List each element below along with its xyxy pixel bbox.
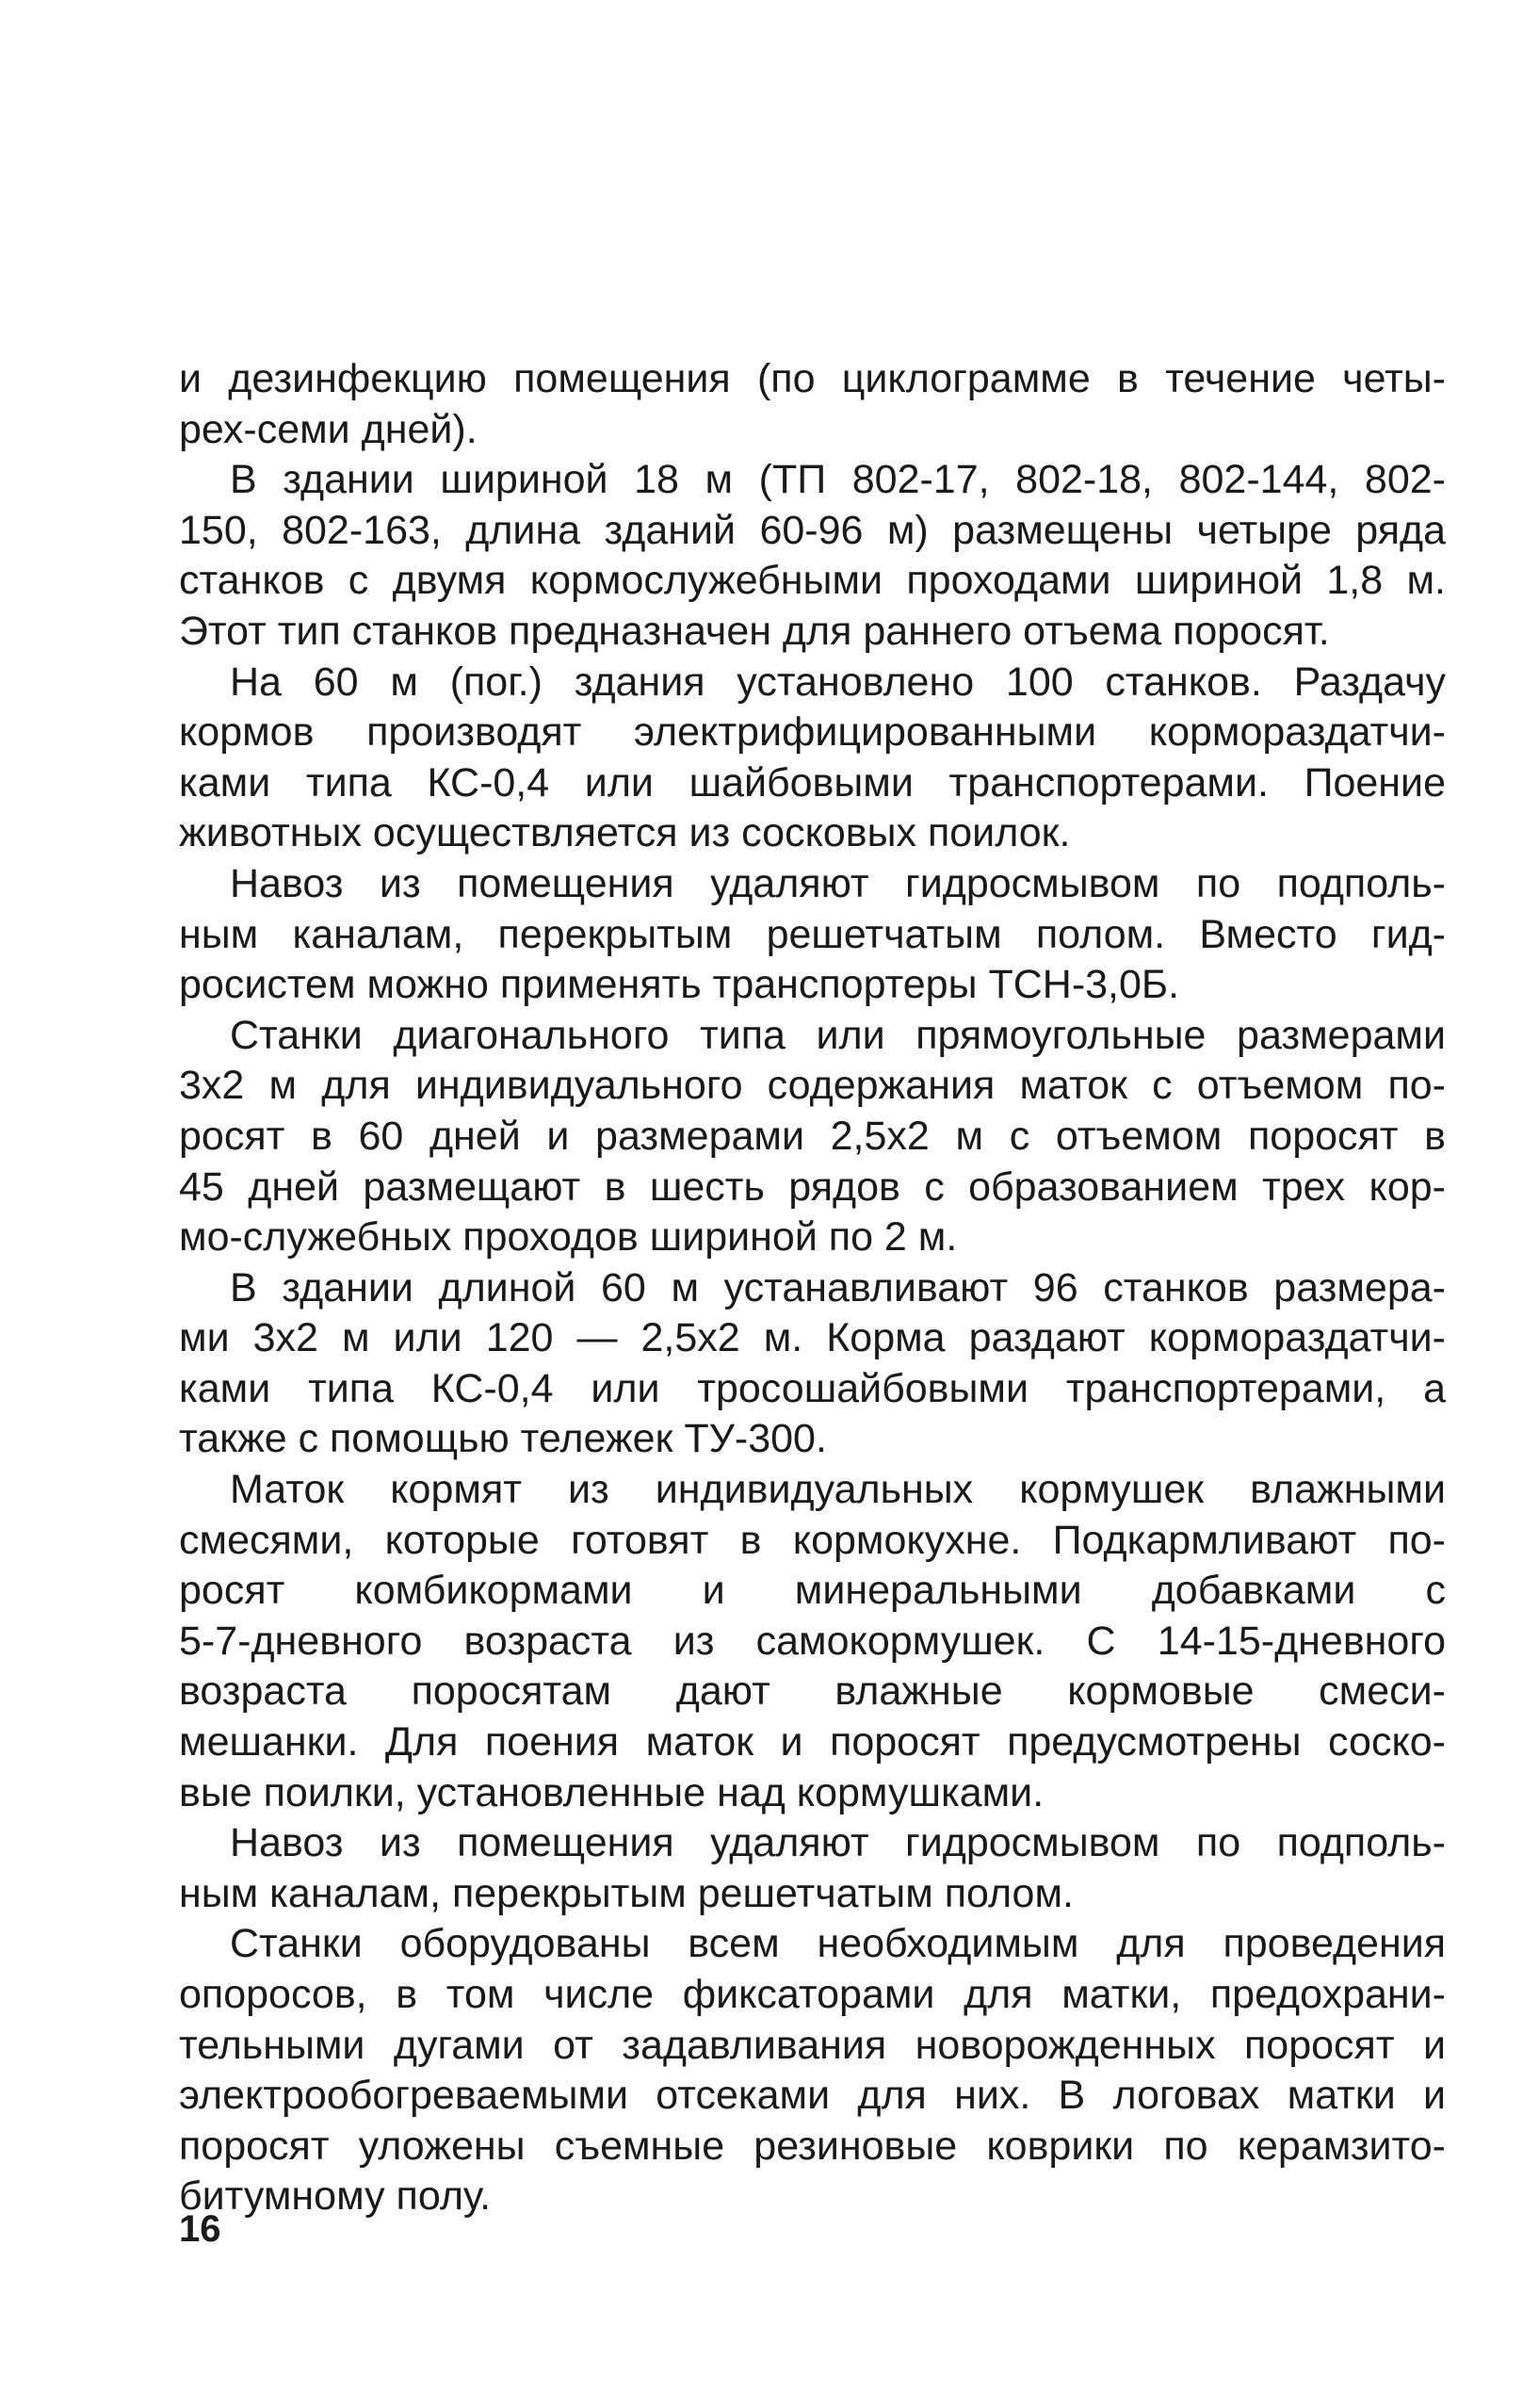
text-line: станков с двумя кормослужебными проходами шириной 1,8 м.	[179, 558, 1446, 604]
text-line: 45 дней размещают в шесть рядов с образованием трех кор-	[179, 1163, 1446, 1210]
text-line: ками типа КС-0,4 или шайбовыми транспортерами. Поение	[179, 759, 1446, 805]
text-line: 3х2 м для индивидуального содержания маток с отъемом по-	[179, 1063, 1446, 1109]
text-line: Станки диагонального типа или прямоугольные размерами	[230, 1012, 1446, 1058]
text-line: Навоз из помещения удаляют гидросмывом по подполь-	[230, 1820, 1446, 1866]
body-text	[179, 354, 1446, 2222]
text-line: ками типа КС-0,4 или тросошайбовыми транспортерами, а	[179, 1365, 1446, 1411]
text-line: животных осуществляется из сосковых поилок.	[179, 810, 1071, 856]
text-line: опоросов, в том числе фиксаторами для матки, предохрани-	[179, 1972, 1446, 2017]
text-line: 150, 802-163, длина зданий 60-96 м) размещены четыре ряда	[179, 507, 1446, 553]
text-line: мешанки. Для поения маток и поросят предусмотрены соско-	[179, 1719, 1446, 1765]
text-line: ным каналам, перекрытым решетчатым полом.	[179, 1870, 1074, 1916]
text-line: росистем можно применять транспортеры ТСН-3,0Б.	[179, 962, 1180, 1008]
text-line: рех-семи дней).	[179, 406, 478, 452]
text-line: росят в 60 дней и размерами 2,5х2 м с отъемом поросят в	[179, 1113, 1446, 1159]
text-line: вые поилки, установленные над кормушками.	[179, 1769, 1045, 1815]
text-line: электрообогреваемыми отсеками для них. В логовах матки и	[179, 2073, 1446, 2119]
text-line: Маток кормят из индивидуальных кормушек влажными	[230, 1467, 1446, 1513]
text-line: В здании шириной 18 м (ТП 802-17, 802-18, 802-144, 802-	[230, 457, 1446, 503]
text-line: Этот тип станков предназначен для раннего отъема поросят.	[179, 608, 1330, 654]
text-line: поросят уложены съемные резиновые коврики по керамзито-	[179, 2123, 1446, 2169]
text-line: мо-служебных проходов шириной по 2 м.	[179, 1214, 958, 1261]
text-line: ным каналам, перекрытым решетчатым полом. Вместо гид-	[179, 911, 1446, 957]
text-line: 5-7-дневного возраста из самокормушек. С 14-15-дневного	[179, 1618, 1446, 1664]
text-line: кормов производят электрифицированными кормораздатчи-	[179, 709, 1446, 756]
text-line: Станки оборудованы всем необходимым для проведения	[230, 1921, 1446, 1967]
text-line: В здании длиной 60 м устанавливают 96 станков размера-	[230, 1264, 1446, 1310]
text-line: и дезинфекцию помещения (по циклограмме в течение четы-	[179, 356, 1446, 401]
text-line: На 60 м (пог.) здания установлено 100 станков. Раздачу	[230, 659, 1446, 705]
text-line: битумному полу.	[179, 2173, 492, 2220]
page-number: 16	[179, 2208, 221, 2250]
text-line: росят комбикормами и минеральными добавками с	[179, 1568, 1446, 1614]
text-line: смесями, которые готовят в кормокухне. Подкармливают по-	[179, 1517, 1446, 1563]
text-line: ми 3х2 м или 120 — 2,5х2 м. Корма раздают кормораздатчи-	[179, 1315, 1446, 1361]
text-line: Навоз из помещения удаляют гидросмывом по подполь-	[230, 860, 1446, 906]
text-line: возраста поросятам дают влажные кормовые смеси-	[179, 1668, 1446, 1715]
text-line: также с помощью тележек ТУ-300.	[179, 1416, 827, 1462]
text-line: тельными дугами от задавливания новорожденных поросят и	[179, 2022, 1446, 2068]
